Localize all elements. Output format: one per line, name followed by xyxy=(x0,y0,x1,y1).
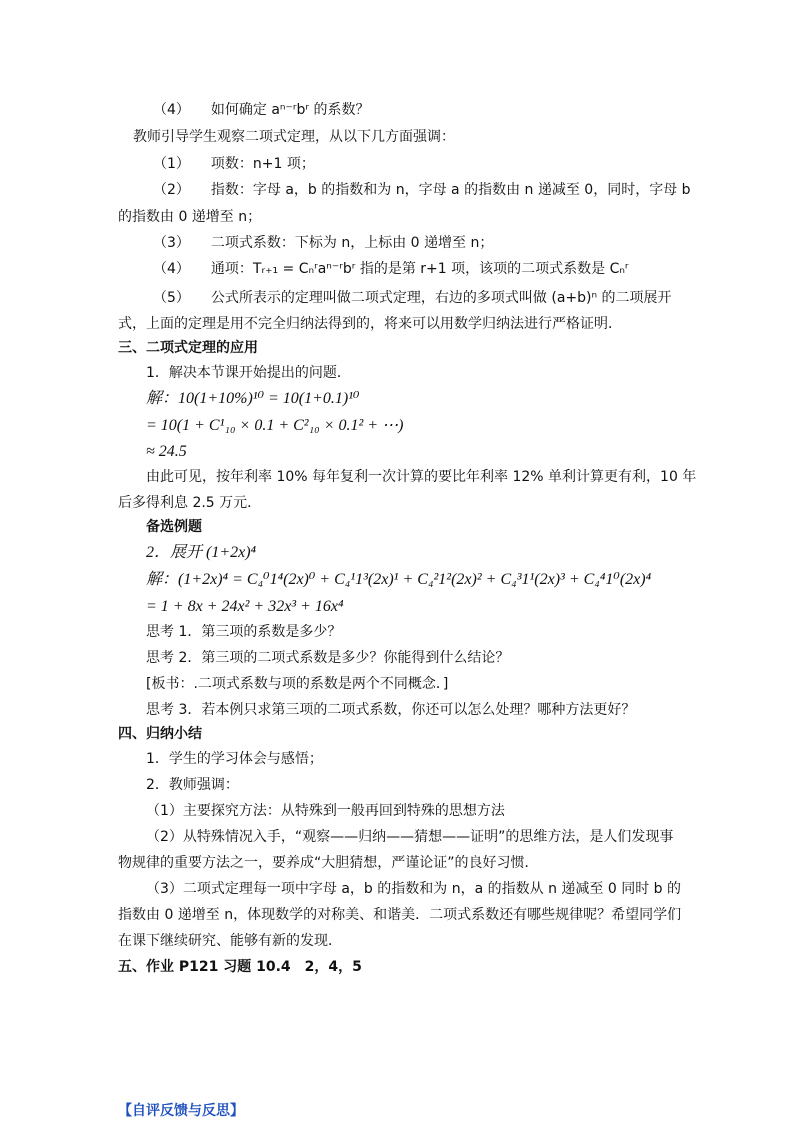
summary-2-3-cont-line: 指数由 0 递增至 n，体现数学的对称美、和谐美．二项式系数还有哪些规律呢？希望同学们 xyxy=(118,907,682,923)
summary-1-line: 1．学生的学习体会与感悟； xyxy=(146,751,323,767)
question-4-line: （4） 如何确定 aⁿ⁻ʳbʳ 的系数？ xyxy=(153,102,370,118)
point-5-line: （5） 公式所表示的定理叫做二项式定理，右边的多项式叫做 (a+b)ⁿ 的二项展开 xyxy=(153,290,672,306)
section-3-heading: 三、二项式定理的应用 xyxy=(118,340,258,356)
problem-1-line: 1．解决本节课开始提出的问题． xyxy=(146,365,351,381)
conclusion-cont-line: 后多得利息 2.5 万元． xyxy=(118,495,262,511)
solution-2-line: = 10(1 + C¹₁₀ × 0.1 + C²₁₀ × 0.1² + ⋯) xyxy=(146,417,404,434)
self-evaluation-heading: 【自评反馈与反思】 xyxy=(118,1103,244,1119)
conclusion-line: 由此可见，按年利率 10% 每年复利一次计算的要比年利率 12% 单利计算更有利，10 年 xyxy=(146,469,697,485)
think-2-line: 思考 2．第三项的二项式系数是多少？你能得到什么结论？ xyxy=(146,650,510,666)
summary-2-2-line: （2）从特殊情况入手，“观察——归纳——猜想——证明”的思维方法，是人们发现事 xyxy=(146,829,674,845)
point-1-line: （1） 项数：n+1 项； xyxy=(153,156,315,172)
summary-2-3-end-line: 在课下继续研究、能够有新的发现． xyxy=(118,933,342,949)
summary-2-3-line: （3）二项式定理每一项中字母 a，b 的指数和为 n，a 的指数从 n 递减至 0 同时 b 的 xyxy=(146,881,681,897)
think-1-line: 思考 1．第三项的系数是多少？ xyxy=(146,624,342,640)
example-2-solution-line: 解：(1+2x)⁴ = C₄⁰1⁴(2x)⁰ + C₄¹1³(2x)¹ + C₄²1²(2x)² + C₄³1¹(2x)³ + C₄⁴1⁰(2x)⁴ xyxy=(146,571,652,588)
section-5-homework: 五、作业 P121 习题 10.4 2，4，5 xyxy=(118,959,362,975)
point-2-cont-line: 的指数由 0 递增至 n； xyxy=(118,209,262,225)
summary-2-2-cont-line: 物规律的重要方法之一，要养成“大胆猜想，严谨论证”的良好习惯． xyxy=(118,855,539,871)
summary-2-1-line: （1）主要探究方法：从特殊到一般再回到特殊的思想方法 xyxy=(146,803,505,819)
summary-2-line: 2．教师强调： xyxy=(146,777,239,793)
point-4-line: （4） 通项：Tᵣ₊₁ = Cₙʳaⁿ⁻ʳbʳ 指的是第 r+1 项，该项的二项式系数是 Cₙʳ xyxy=(153,261,629,277)
example-2-result-line: = 1 + 8x + 24x² + 32x³ + 16x⁴ xyxy=(146,598,344,615)
solution-1-line: 解：10(1+10%)¹⁰ = 10(1+0.1)¹⁰ xyxy=(146,390,360,407)
solution-3-line: ≈ 24.5 xyxy=(146,443,187,460)
optional-examples-heading: 备选例题 xyxy=(146,519,202,535)
point-2-line: （2） 指数：字母 a，b 的指数和为 n，字母 a 的指数由 n 递减至 0，同时，字母 b xyxy=(153,182,691,198)
teacher-guide-line: 教师引导学生观察二项式定理，从以下几方面强调： xyxy=(133,129,455,145)
point-3-line: （3） 二项式系数：下标为 n，上标由 0 递增至 n； xyxy=(153,235,494,251)
board-note-line: [板书：.二项式系数与项的系数是两个不同概念．] xyxy=(146,676,449,692)
example-2-line: 2．展开 (1+2x)⁴ xyxy=(146,544,257,561)
section-4-heading: 四、归纳小结 xyxy=(118,726,202,742)
point-5-cont-line: 式，上面的定理是用不完全归纳法得到的，将来可以用数学归纳法进行严格证明． xyxy=(118,316,622,332)
think-3-line: 思考 3．若本例只求第三项的二项式系数，你还可以怎么处理？哪种方法更好？ xyxy=(146,702,636,718)
